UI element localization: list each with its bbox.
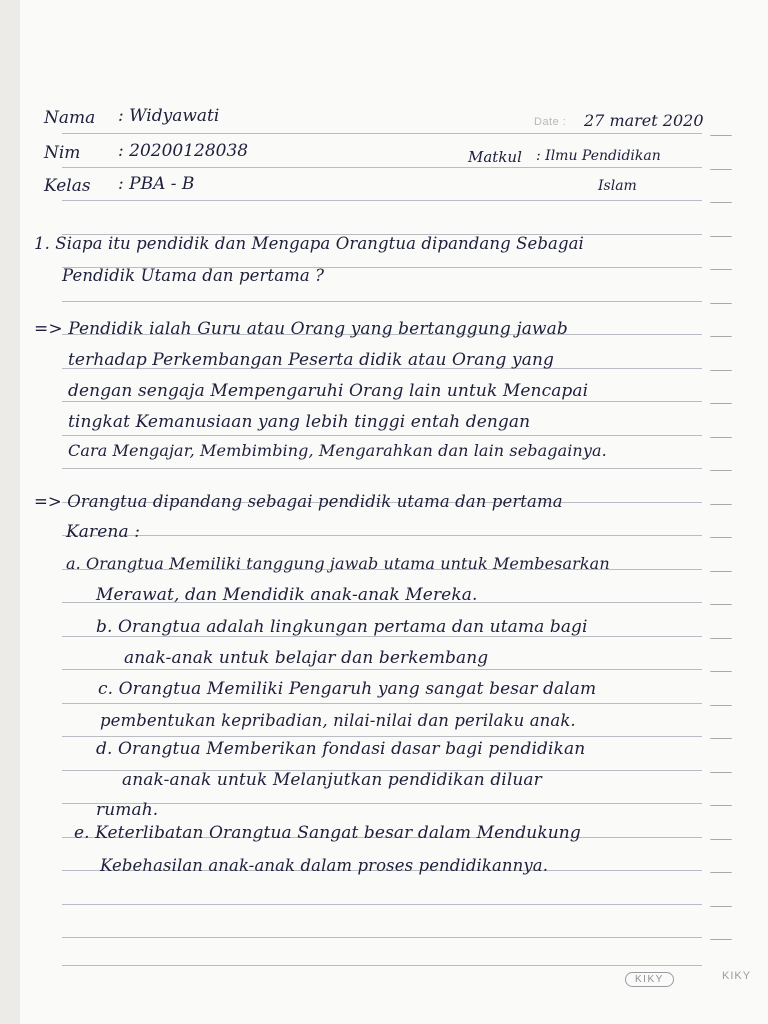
answer2-item-b-line-2: anak-anak untuk belajar dan berkembang	[124, 648, 489, 668]
answer2-item-d-line-1: d. Orangtua Memberikan fondasi dasar bagi pendidikan	[96, 739, 586, 759]
margin-tick	[710, 269, 732, 270]
margin-tick	[710, 303, 732, 304]
answer2-intro-1: => Orangtua dipandang sebagai pendidik utama dan pertama	[34, 492, 563, 511]
margin-tick	[710, 169, 732, 170]
matkul-label: Matkul	[468, 148, 522, 166]
margin-tick	[710, 236, 732, 237]
rule-line	[62, 669, 702, 670]
answer2-item-a-line-1: a. Orangtua Memiliki tanggung jawab utama untuk Membesarkan	[66, 554, 610, 573]
margin-tick	[710, 604, 732, 605]
rule-line	[62, 703, 702, 704]
answer2-item-a-line-2: Merawat, dan Mendidik anak-anak Mereka.	[96, 585, 478, 605]
date-label: Date :	[534, 116, 567, 128]
matkul-value: : Ilmu Pendidikan	[536, 148, 661, 164]
brand-logo: KIKY	[625, 972, 674, 987]
kelas-value: : PBA - B	[118, 174, 195, 194]
margin-tick	[710, 772, 732, 773]
answer2-item-d-line-3: rumah.	[96, 800, 159, 820]
margin-tick	[710, 939, 732, 940]
matkul-value-2: Islam	[598, 178, 637, 194]
rule-line	[62, 937, 702, 938]
margin-tick	[710, 872, 732, 873]
rule-line	[62, 200, 702, 201]
margin-tick	[710, 403, 732, 404]
answer2-intro-2: Karena :	[66, 522, 141, 542]
answer1-line-3: dengan sengaja Mempengaruhi Orang lain untuk Mencapai	[68, 381, 589, 401]
answer1-line-4: tingkat Kemanusiaan yang lebih tinggi entah dengan	[68, 412, 531, 432]
margin-tick	[710, 738, 732, 739]
margin-tick	[710, 470, 732, 471]
margin-tick	[710, 336, 732, 337]
notebook-page	[20, 0, 768, 1024]
rule-line	[62, 401, 702, 402]
margin-tick	[710, 571, 732, 572]
rule-line	[62, 736, 702, 737]
question-line-1: 1. Siapa itu pendidik dan Mengapa Orangtua dipandang Sebagai	[34, 234, 584, 253]
nama-value: : Widyawati	[118, 106, 220, 126]
margin-tick	[710, 705, 732, 706]
rule-line	[62, 904, 702, 905]
margin-tick	[710, 671, 732, 672]
question-line-2: Pendidik Utama dan pertama ?	[62, 266, 325, 285]
margin-tick	[710, 370, 732, 371]
margin-tick	[710, 135, 732, 136]
margin-tick	[710, 839, 732, 840]
answer2-item-e-line-1: e. Keterlibatan Orangtua Sangat besar dalam Mendukung	[74, 823, 581, 843]
margin-tick	[710, 906, 732, 907]
margin-tick	[710, 638, 732, 639]
nim-value: : 20200128038	[118, 141, 249, 161]
margin-tick	[710, 537, 732, 538]
rule-line	[62, 435, 702, 436]
margin-tick	[710, 504, 732, 505]
brand-corner-logo: KIKY	[722, 970, 752, 982]
rule-line	[62, 133, 702, 134]
answer1-line-2: terhadap Perkembangan Peserta didik atau Orang yang	[68, 350, 555, 370]
date-value: 27 maret 2020	[584, 111, 704, 130]
answer2-item-c-line-2: pembentukan kepribadian, nilai-nilai dan perilaku anak.	[100, 711, 576, 730]
kelas-label: Kelas	[44, 176, 91, 196]
margin-tick	[710, 805, 732, 806]
margin-tick	[710, 202, 732, 203]
answer2-item-d-line-2: anak-anak untuk Melanjutkan pendidikan diluar	[122, 770, 542, 790]
rule-line	[62, 965, 702, 966]
rule-line	[62, 301, 702, 302]
answer1-line-1: => Pendidik ialah Guru atau Orang yang bertanggung jawab	[34, 319, 568, 339]
rule-line	[62, 535, 702, 536]
nama-label: Nama	[44, 108, 96, 128]
rule-line	[62, 468, 702, 469]
answer2-item-c-line-1: c. Orangtua Memiliki Pengaruh yang sangat besar dalam	[98, 679, 597, 699]
nim-label: Nim	[44, 143, 81, 163]
margin-tick	[710, 437, 732, 438]
answer2-item-e-line-2: Kebehasilan anak-anak dalam proses pendidikannya.	[100, 856, 549, 875]
rule-line	[62, 167, 702, 168]
answer2-item-b-line-1: b. Orangtua adalah lingkungan pertama dan utama bagi	[96, 617, 588, 637]
answer1-line-5: Cara Mengajar, Membimbing, Mengarahkan dan lain sebagainya.	[68, 441, 607, 460]
